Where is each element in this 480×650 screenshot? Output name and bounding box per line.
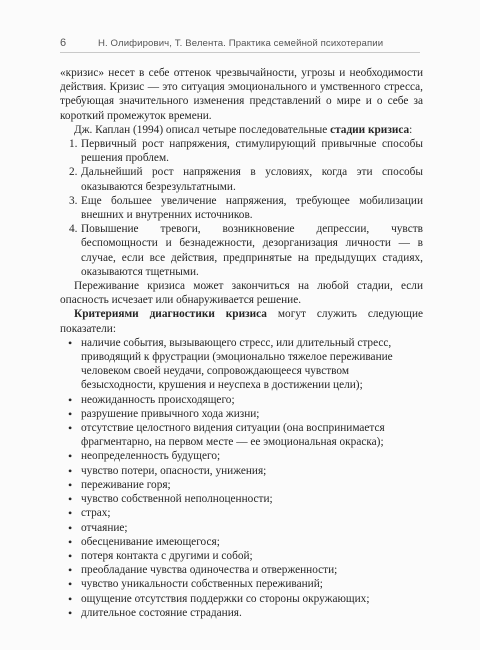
caplan-colon: :: [409, 123, 413, 136]
bullet-icon: •: [68, 335, 73, 350]
stage-number: 3.: [69, 194, 78, 207]
criteria-text: отсутствие целостного видения ситуации (она воспринимается фрагментарно, на первом месте — ее эмоциональная окраска);: [81, 422, 385, 449]
bullet-icon: •: [68, 449, 73, 464]
criteria-term: Критериями диагностики кризиса: [74, 308, 267, 321]
stage-text: Еще большее увеличение напряжения, требующее мобилизации внешних и внутренних источников.: [81, 194, 423, 222]
criteria-text: отчаяние;: [81, 521, 128, 534]
stage-number: 1.: [69, 138, 78, 151]
criteria-item: [68, 335, 423, 393]
criteria-item: [68, 563, 423, 578]
bullet-icon: •: [68, 548, 73, 563]
stage-text: Дальнейший рост напряжения в условиях, когда эти способы оказываются безрезультатными.: [81, 166, 423, 193]
criteria-item: [68, 520, 423, 535]
page-body: [60, 66, 423, 620]
criteria-text: неожиданность происходящего;: [81, 393, 235, 406]
criteria-text: чувство собственной неполноценности;: [81, 493, 273, 506]
criteria-text: чувство уникальности собственных переживаний;: [81, 578, 323, 591]
caplan-intro-text: Дж. Каплан (1994) описал четыре последовательные: [74, 123, 331, 136]
criteria-text: переживание горя;: [81, 478, 171, 491]
criteria-text: преобладание чувства одиночества и отверженности;: [81, 564, 338, 577]
bullet-icon: •: [68, 506, 73, 521]
bullet-icon: •: [68, 492, 73, 507]
criteria-item: [68, 591, 423, 606]
bullet-icon: •: [68, 406, 73, 421]
bullet-icon: •: [68, 605, 73, 620]
criteria-text: обесценивание имеющегося;: [81, 535, 220, 548]
criteria-item: [68, 477, 423, 492]
criteria-item: [68, 577, 423, 592]
paragraph-caplan-stages: [60, 123, 423, 137]
criteria-item: [68, 421, 423, 449]
stage-number: 4.: [69, 223, 78, 236]
stage-number: 2.: [69, 166, 78, 179]
criteria-text: длительное состояние страдания.: [81, 606, 242, 619]
criteria-item: [68, 406, 423, 421]
stage-text: Повышение тревоги, возникновение депрессии, чувств беспомощности и безнадежности, дезорганизация личности — в случае, если все действия, предпринятые на предыдущих стадиях, оказываются тщетными.: [81, 223, 423, 278]
criteria-intro-text: могут служить следующие показатели:: [60, 308, 423, 335]
criteria-text: наличие события, вызывающего стресс, или длительный стресс, приводящий к фрустрации (эмоционально тяжелое переживание человеком своей неудачи, сопровождающееся чувством безысходности, крушения и неуспеха в достижении цели);: [81, 336, 393, 392]
page-number: 6: [60, 37, 67, 49]
bullet-icon: •: [68, 577, 73, 592]
criteria-list: [60, 336, 423, 620]
bullet-icon: •: [68, 534, 73, 549]
criteria-item: [68, 449, 423, 464]
criteria-text: потеря контакта с другими и собой;: [81, 549, 253, 562]
criteria-item: [68, 492, 423, 507]
criteria-text: неопределенность будущего;: [81, 450, 221, 463]
stage-item: [69, 165, 423, 193]
criteria-item: [68, 463, 423, 478]
running-title: Н. Олифирович, Т. Велента. Практика семейной психотерапии: [98, 38, 384, 49]
criteria-item: [68, 534, 423, 549]
criteria-item: [68, 506, 423, 521]
stage-item: [69, 194, 423, 222]
bullet-icon: •: [68, 591, 73, 606]
criteria-text: разрушение привычного хода жизни;: [81, 407, 260, 420]
bullet-icon: •: [68, 463, 73, 478]
bullet-icon: •: [68, 563, 73, 578]
criteria-item: [68, 605, 423, 620]
stages-list: [60, 137, 423, 279]
bullet-icon: •: [68, 392, 73, 407]
criteria-text: чувство потери, опасности, унижения;: [81, 464, 267, 477]
bullet-icon: •: [68, 520, 73, 535]
criteria-item: [68, 548, 423, 563]
bullet-icon: •: [68, 421, 73, 436]
paragraph-criteria-intro: [60, 307, 423, 335]
criteria-text: страх;: [81, 507, 111, 520]
stage-text: Первичный рост напряжения, стимулирующий привычные способы решения проблем.: [81, 138, 423, 165]
criteria-item: [68, 392, 423, 407]
stage-item: [69, 222, 423, 279]
paragraph-crisis-definition: «кризис» несет в себе оттенок чрезвычайности, угрозы и необходимости действия. Кризис — это ситуация эмоционального и умственного стресса, требующая значительного изменения представлений о мире и о себе за короткий промежуток времени.: [60, 67, 423, 122]
paragraph-crisis-end: Переживание кризиса может закончиться на любой стадии, если опасность исчезает или обнаруживается решение.: [60, 280, 423, 307]
running-header: [60, 34, 420, 53]
stage-item: [69, 137, 423, 165]
stages-term: стадии кризиса: [330, 123, 410, 136]
bullet-icon: •: [68, 477, 73, 492]
criteria-text: ощущение отсутствия поддержки со стороны окружающих;: [81, 592, 370, 605]
